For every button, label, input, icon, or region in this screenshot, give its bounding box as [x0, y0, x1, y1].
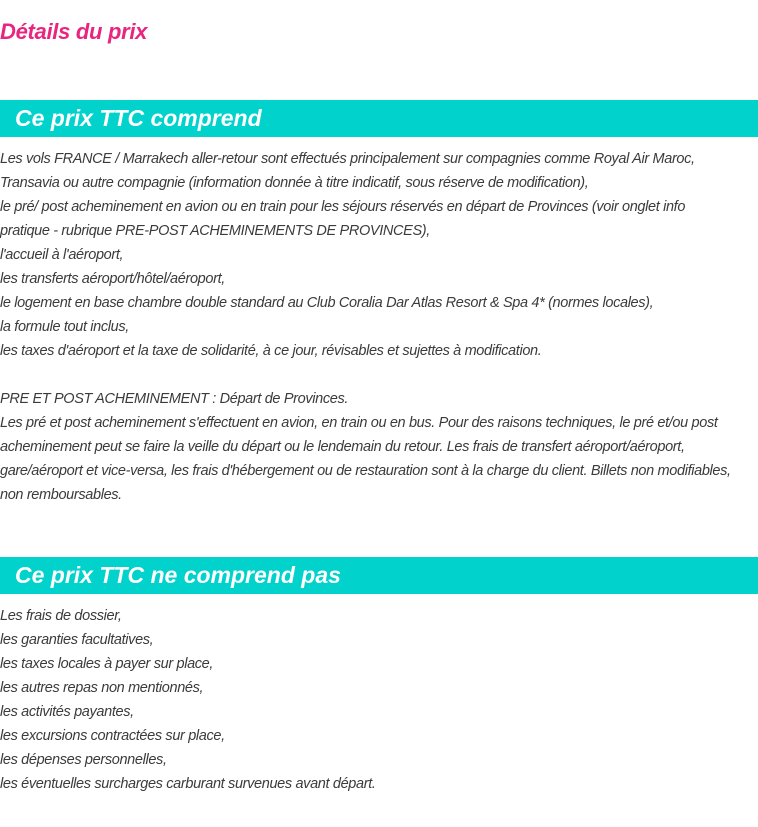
- excluded-item: les dépenses personnelles,: [0, 752, 167, 768]
- excluded-item: les activités payantes,: [0, 704, 134, 720]
- excluded-item: les excursions contractées sur place,: [0, 728, 225, 744]
- included-item: l'accueil à l'aéroport,: [0, 247, 124, 263]
- excluded-item: les garanties facultatives,: [0, 632, 154, 648]
- included-item: le pré/ post acheminement en avion ou en train pour les séjours réservés en départ de Provinces (voir onglet info: [0, 199, 686, 215]
- transfer-note-line: non remboursables.: [0, 487, 122, 503]
- transfer-note-title: PRE ET POST ACHEMINEMENT : Départ de Provinces.: [0, 391, 349, 407]
- excluded-list: [0, 604, 758, 796]
- included-item: pratique - rubrique PRE-POST ACHEMINEMENTS DE PROVINCES),: [0, 223, 430, 239]
- included-list: [0, 147, 758, 507]
- paragraph-gap: [0, 363, 758, 387]
- included-section-header: Ce prix TTC comprend: [0, 100, 758, 137]
- excluded-item: les taxes locales à payer sur place,: [0, 656, 214, 672]
- included-item: Les vols FRANCE / Marrakech aller-retour sont effectués principalement sur compagnies comme Royal Air Maroc,: [0, 151, 695, 167]
- excluded-section-header: Ce prix TTC ne comprend pas: [0, 557, 758, 594]
- excluded-item: les éventuelles surcharges carburant survenues avant départ.: [0, 776, 376, 792]
- included-item: la formule tout inclus,: [0, 319, 129, 335]
- transfer-note-line: gare/aéroport et vice-versa, les frais d'hébergement ou de restauration sont à la charge du client. Billets non modifiables,: [0, 463, 731, 479]
- excluded-item: Les frais de dossier,: [0, 608, 122, 624]
- included-item: les transferts aéroport/hôtel/aéroport,: [0, 271, 225, 287]
- included-item: les taxes d'aéroport et la taxe de solidarité, à ce jour, révisables et sujettes à modification.: [0, 343, 542, 359]
- transfer-note-line: Les pré et post acheminement s'effectuent en avion, en train ou en bus. Pour des raisons techniques, le pré et/ou post: [0, 415, 718, 431]
- excluded-item: les autres repas non mentionnés,: [0, 680, 204, 696]
- transfer-note-line: acheminement peut se faire la veille du départ ou le lendemain du retour. Les frais de transfert aéroport/aéroport,: [0, 439, 685, 455]
- included-item: le logement en base chambre double standard au Club Coralia Dar Atlas Resort & Spa 4* (normes locales),: [0, 295, 654, 311]
- included-item: Transavia ou autre compagnie (information donnée à titre indicatif, sous réserve de modification),: [0, 175, 589, 191]
- page-title: Détails du prix: [0, 19, 148, 44]
